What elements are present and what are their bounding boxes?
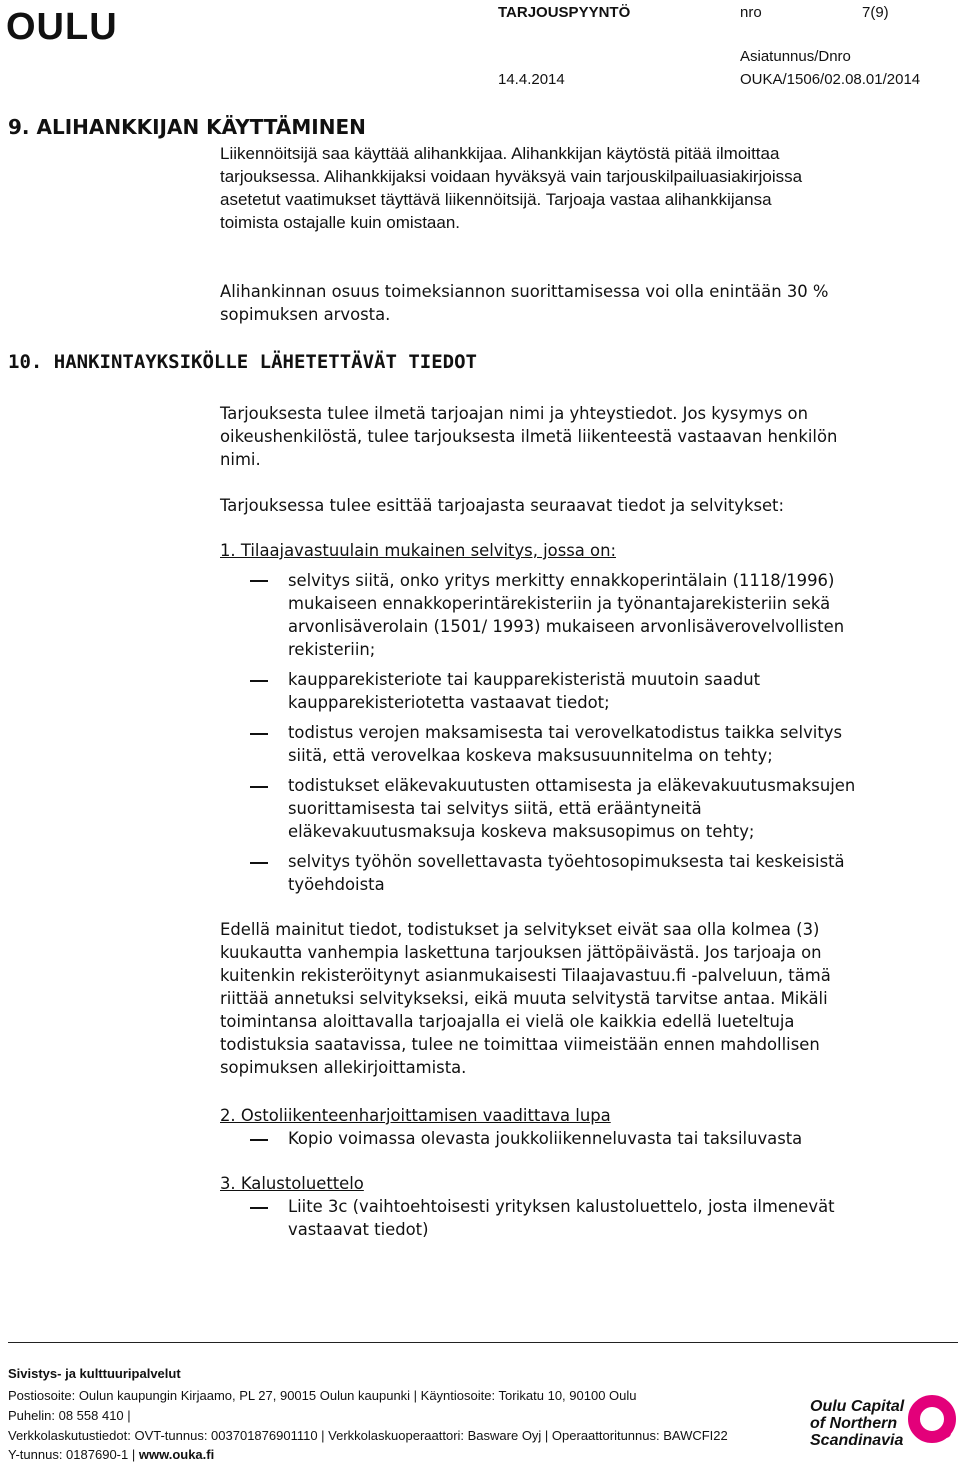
list-item: selvitys siitä, onko yritys merkitty ennakkoperintälain (1118/1996) mukaiseen ennakkoperintärekisteriin ja työnantajarekisteriin sekä arvonlisäverolain (1501/ 1993) mukaiseen arvonlisäverovelvollisten rekisteriin; xyxy=(288,571,845,659)
dash-bullet xyxy=(250,680,268,682)
nro-label: nro xyxy=(740,4,762,21)
oulu-logo: OULU xyxy=(6,6,118,48)
doc-type: TARJOUSPYYNTÖ xyxy=(498,4,631,21)
oulu-ring-icon xyxy=(907,1394,957,1444)
footer-unit: Sivistys- ja kulttuuripalvelut xyxy=(8,1366,181,1381)
ref-number: OUKA/1506/02.08.01/2014 xyxy=(740,71,921,88)
section-9-para-2: Alihankinnan osuus toimeksiannon suorittamisessa voi olla enintään 30 % sopimuksen arvosta. xyxy=(220,282,829,324)
section-9-title: 9. ALIHANKKIJAN KÄYTTÄMINEN xyxy=(8,115,366,139)
list-item: todistukset eläkevakuutusten ottamisesta ja eläkevakuutusmaksujen suorittamisesta tai selvitys siitä, että erääntyneitä eläkevakuutusmaksuja koskeva maksusopimus on tehty; xyxy=(288,776,856,841)
section-10-title: 10. HANKINTAYKSIKÖLLE LÄHETETTÄVÄT TIEDOT xyxy=(8,351,477,373)
footer-invoicing: Verkkolaskutustiedot: OVT-tunnus: 003701876901110 | Verkkolaskuoperaattori: Basware Oyj | Operaattoritunnus: BAWCFI22 xyxy=(8,1428,728,1443)
section-9-para-1: Liikennöitsijä saa käyttää alihankkijaa. Alihankkijan käytöstä pitää ilmoittaa tarjouksessa. Alihankkijaksi voidaan hyväksyä vain tarjouskilpailuasiakirjoissa asetetut vaatimukset täyttävä liikennöitsijä. Tarjoaja vastaa alihankkijansa toimista ostajalle kuin omistaan. xyxy=(220,144,803,232)
section-10-para-1: Tarjouksesta tulee ilmetä tarjoajan nimi ja yhteystiedot. Jos kysymys on oikeushenkilöstä, tulee tarjouksesta ilmetä liikenteestä vastaavan henkilön nimi. xyxy=(220,404,838,469)
footer-address: Postiosoite: Oulun kaupungin Kirjaamo, PL 27, 90015 Oulun kaupunki | Käyntiosoite: Torikatu 10, 90100 Oulu xyxy=(8,1388,637,1403)
item-1-title: 1. Tilaajavastuulain mukainen selvitys, jossa on: xyxy=(220,541,616,560)
oulu-capital-logo: Oulu Capital of Northern Scandinavia xyxy=(810,1398,905,1449)
page-number: 7(9) xyxy=(862,4,889,21)
list-item: selvitys työhön sovellettavasta työehtosopimuksesta tai keskeisistä työehdoista xyxy=(288,852,845,894)
item-2-title: 2. Ostoliikenteenharjoittamisen vaadittava lupa xyxy=(220,1106,611,1125)
doc-date: 14.4.2014 xyxy=(498,71,565,88)
footer-divider xyxy=(8,1342,958,1343)
section-10-para-3: Edellä mainitut tiedot, todistukset ja selvitykset eivät saa olla kolmea (3) kuukautta vanhempia laskettuna tarjouksen jättöpäivästä. Jos tarjoaja on kuitenkin rekisteröitynyt asianmukaisesti Tilaajavastuu.fi -palveluun, tämä riittää annetuksi selvitykseksi, eikä muuta selvitystä tarvitse antaa. Mikäli toimintansa aloittavalla tarjoajalla ei vielä ole kaikkia edellä lueteltuja todistuksia saatavissa, tulee ne toimittaa viimeistään ennen mahdollisen sopimuksen allekirjoittamista. xyxy=(220,920,831,1077)
section-10-para-2: Tarjouksessa tulee esittää tarjoajasta seuraavat tiedot ja selvitykset: xyxy=(220,496,785,515)
item-3-title: 3. Kalustoluettelo xyxy=(220,1174,364,1193)
dash-bullet xyxy=(250,1207,268,1209)
list-item: kaupparekisteriote tai kaupparekisteristä muutoin saadut kaupparekisteriotetta vastaavat tiedot; xyxy=(288,670,761,712)
dash-bullet xyxy=(250,580,268,582)
footer-phone: Puhelin: 08 558 410 | xyxy=(8,1408,131,1423)
list-item: Liite 3c (vaihtoehtoisesti yrityksen kalustoluettelo, josta ilmenevät vastaavat tiedot) xyxy=(288,1197,835,1239)
dash-bullet xyxy=(250,862,268,864)
list-item: todistus verojen maksamisesta tai verovelkatodistus taikka selvitys siitä, että verovelkaa koskeva maksusuunnitelma on tehty; xyxy=(288,723,842,765)
dash-bullet xyxy=(250,733,268,735)
dash-bullet xyxy=(250,786,268,788)
ref-label: Asiatunnus/Dnro xyxy=(740,48,851,65)
list-item: Kopio voimassa olevasta joukkoliikenneluvasta tai taksiluvasta xyxy=(288,1129,803,1148)
dash-bullet xyxy=(250,1139,268,1141)
footer-ytunnus: Y-tunnus: 0187690-1 | www.ouka.fi xyxy=(8,1447,215,1462)
footer-web-link[interactable]: www.ouka.fi xyxy=(138,1447,215,1462)
